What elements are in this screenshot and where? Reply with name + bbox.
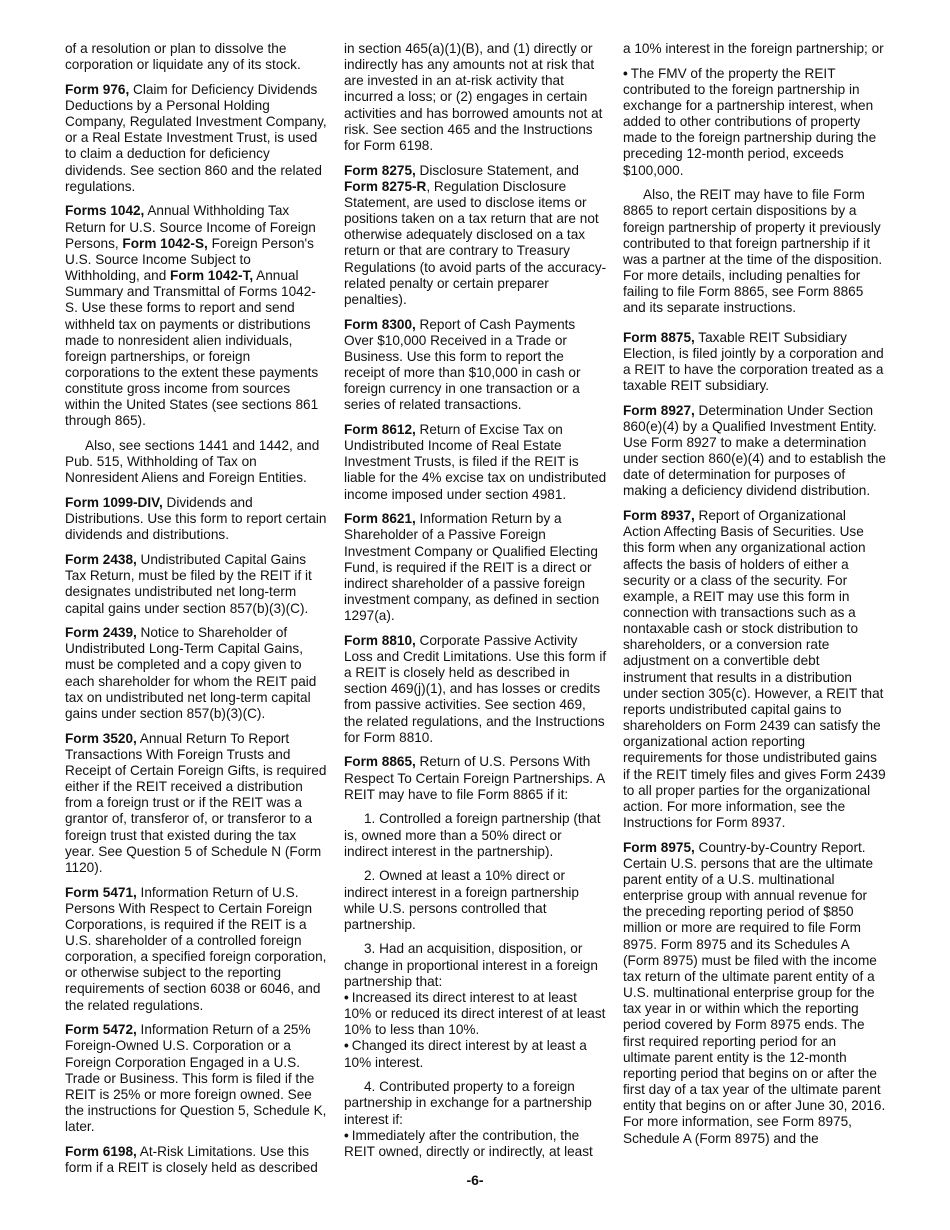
bullet-item: • Changed its direct interest by at least a 10% interest. (344, 1038, 587, 1070)
text-column-3 (623, 41, 886, 1155)
paragraph-form-6198: Form 6198, At-Risk Limitations. Use this form if a REIT is closely held as described (65, 1143, 318, 1175)
paragraph-form-8621: Form 8621, Information Return by a Shareholder of a Passive Foreign Investment Company or Qualified Electing Fund, is required if the REIT is a direct or indirect shareholder of a passive foreign investment company, as defined in section 1297(a). (344, 511, 600, 624)
numbered-item-1: 1. Controlled a foreign partnership (that is, owned more than a 50% direct or indirect interest in the partnership). (344, 811, 601, 859)
paragraph-form-8937: Form 8937, Report of Organizational Action Affecting Basis of Securities. Use this form when any organizational action affects the basis of holders of either a security or a class of the security. For example, a REIT may use this form in connection with transactions such as a nontaxable cash or stock distribution to shareholders, or a conversion rate adjustment on a convertible debt instrument that results in a distribution under section 305(c). However, a REIT that reports undistributed capital gains to shareholders on Form 2439 can satisfy the organizational action reporting requirements for those undistributed gains if the REIT timely files and gives Form 2439 to all proper parties for the organizational action. For more information, see the Instructions for Form 8937. (623, 508, 886, 831)
paragraph-form-2439: Form 2439, Notice to Shareholder of Undistributed Long-Term Capital Gains, must be completed and a copy given to each shareholder for whom the REIT paid tax on undistributed net long-term capital gains under section 857(b)(3)(C). (65, 625, 317, 721)
paragraph-form-1099-div: Form 1099-DIV, Dividends and Distributions. Use this form to report certain dividends and distributions. (65, 495, 327, 543)
paragraph-form-8865: Form 8865, Return of U.S. Persons With Respect To Certain Foreign Partnerships. A REIT may have to file Form 8865 if it: (344, 754, 605, 802)
paragraph-form-8875: Form 8875, Taxable REIT Subsidiary Election, is filed jointly by a corporation and a REIT to have the corporation treated as a taxable REIT subsidiary. (623, 329, 884, 393)
paragraph-section-465: in section 465(a)(1)(B), and (1) directly or indirectly has any amounts not at risk that are invested in an at-risk activity that incurred a loss; or (2) engages in certain activities and has borrowed amounts not at risk. See section 465 and the Instructions for Form 6198. (344, 41, 603, 153)
text-column-2 (344, 41, 607, 1160)
bullet-item: • Immediately after the contribution, the REIT owned, directly or indirectly, at least (344, 1127, 593, 1159)
paragraph-form-2438: Form 2438, Undistributed Capital Gains Tax Return, must be filed by the REIT if it designates undistributed net long-term capital gains under section 857(b)(3)(C). (65, 552, 312, 616)
bullet-item: • Increased its direct interest to at least 10% or reduced its direct interest of at least 10% to less than 10%. (344, 989, 606, 1038)
paragraph-form-8275: Form 8275, Disclosure Statement, and Form 8275-R, Regulation Disclosure Statement, are used to disclose items or positions taken on a tax return that are not otherwise adequately disclosed on a tax return or that are contrary to Treasury Regulations (to avoid parts of the accuracy-related penalty or certain preparer penalties). (344, 162, 607, 307)
numbered-item-2: 2. Owned at least a 10% direct or indirect interest in a foreign partnership while U.S. persons controlled that partnership. (344, 868, 579, 932)
paragraph-forms-1042: Forms 1042, Annual Withholding Tax Return for U.S. Source Income of Foreign Persons, Form 1042-S, Foreign Person's U.S. Source Income Subject to Withholding, and Form 1042-T, Annual Summary and Transmittal of Forms 1042-S. Use these forms to report and send withheld tax on payments or distributions made to nonresident alien individuals, foreign partnerships, or foreign corporations to the extent these payments constitute gross income from sources within the United States (see sections 861 through 865). (65, 203, 319, 429)
paragraph-sections-1441: Also, see sections 1441 and 1442, and Pub. 515, Withholding of Tax on Nonresident Aliens and Foreign Entities. (65, 438, 320, 486)
paragraph-form-5472: Form 5472, Information Return of a 25% Foreign-Owned U.S. Corporation or a Foreign Corporation Engaged in a U.S. Trade or Business. This form is filed if the REIT is 25% or more foreign owned. See the instructions for Question 5, Schedule K, later. (65, 1022, 327, 1135)
paragraph-form-8300: Form 8300, Report of Cash Payments Over $10,000 Received in a Trade or Business. Use this form to report the receipt of more than $10,000 in cash or foreign currency in one transaction or a series of related transactions. (344, 316, 581, 413)
paragraph-form-3520: Form 3520, Annual Return To Report Transactions With Foreign Trusts and Receipt of Certain Foreign Gifts, is required either if the REIT received a distribution from a foreign trust or if the REIT was a grantor of, transferor of, or transferor to a foreign trust that existed during the tax year. See Question 5 of Schedule N (Form 1120). (65, 730, 327, 875)
bullet-item: • The FMV of the property the REIT contributed to the foreign partnership in exchange for a partnership interest, when added to other contributions of property made to the foreign partnership during the preceding 12-month period, exceeds $100,000. (623, 65, 877, 178)
paragraph-form-8810: Form 8810, Corporate Passive Activity Loss and Credit Limitations. Use this form if a REIT is closely held as described in section 469(j)(1), and has losses or credits from passive activities. See section 469, the related regulations, and the Instructions for Form 8810. (344, 632, 607, 745)
bullet-icon: • (344, 1127, 349, 1143)
paragraph-form-5471: Form 5471, Information Return of U.S. Persons With Respect to Certain Foreign Corporations, is required if the REIT is a U.S. shareholder of a controlled foreign corporation, a specified foreign corporation, or otherwise subject to the reporting requirements of section 6038 or 6046, and the related regulations. (65, 884, 327, 1013)
bullet-icon: • (623, 65, 628, 81)
paragraph-dissolve: of a resolution or plan to dissolve the corporation or liquidate any of its stock. (65, 41, 301, 73)
numbered-item-3: 3. Had an acquisition, disposition, or change in proportional interest in a foreign partnership that: (344, 941, 598, 989)
paragraph-form-8975: Form 8975, Country-by-Country Report. Certain U.S. persons that are the ultimate parent entity of a U.S. multinational enterprise group with annual revenue for the preceding reporting period of $850 million or more are required to file Form 8975. Form 8975 and its Schedules A (Form 8975) must be filed with the income tax return of the ultimate parent entity of a U.S. multinational enterprise group for the tax year in or within which the reporting period covered by Form 8975 ends. The first required reporting period for an ultimate parent entity is the 12-month reporting period that begins on or after the first day of a tax year of the ultimate parent entity that begins on or after June 30, 2016. For more information, see Form 8975, Schedule A (Form 8975) and the (623, 839, 886, 1146)
bullet-icon: • (344, 989, 349, 1005)
text-column-1 (65, 41, 328, 1185)
paragraph-form-8612: Form 8612, Return of Excise Tax on Undistributed Income of Real Estate Investment Trusts, is filed if the REIT is liable for the 4% excise tax on undistributed income imposed under section 4981. (344, 421, 607, 502)
numbered-item-4: 4. Contributed property to a foreign partnership in exchange for a partnership interest if: (344, 1079, 592, 1127)
paragraph-form-8865-dispositions: Also, the REIT may have to file Form 8865 to report certain dispositions by a foreign partnership of property it previously contributed to that foreign partnership if it was a partner at the time of the disposition. For more details, including penalties for failing to file Form 8865, see Form 8865 and its separate instructions. (623, 187, 883, 316)
paragraph-ten-percent: a 10% interest in the foreign partnership; or (623, 41, 884, 56)
paragraph-form-976: Form 976, Claim for Deficiency Dividends Deductions by a Personal Holding Company, Regulated Investment Company, or a Real Estate Investment Trust, is used to claim a deduction for deficiency dividends. See section 860 and the related regulations. (65, 81, 327, 194)
page-number: -6- (466, 1172, 484, 1188)
bullet-icon: • (344, 1038, 349, 1054)
paragraph-form-8927: Form 8927, Determination Under Section 860(e)(4) by a Qualified Investment Entity. Use Form 8927 to make a determination under section 860(e)(4) and to establish the date of determination for purposes of making a deficiency dividend distribution. (623, 402, 886, 499)
